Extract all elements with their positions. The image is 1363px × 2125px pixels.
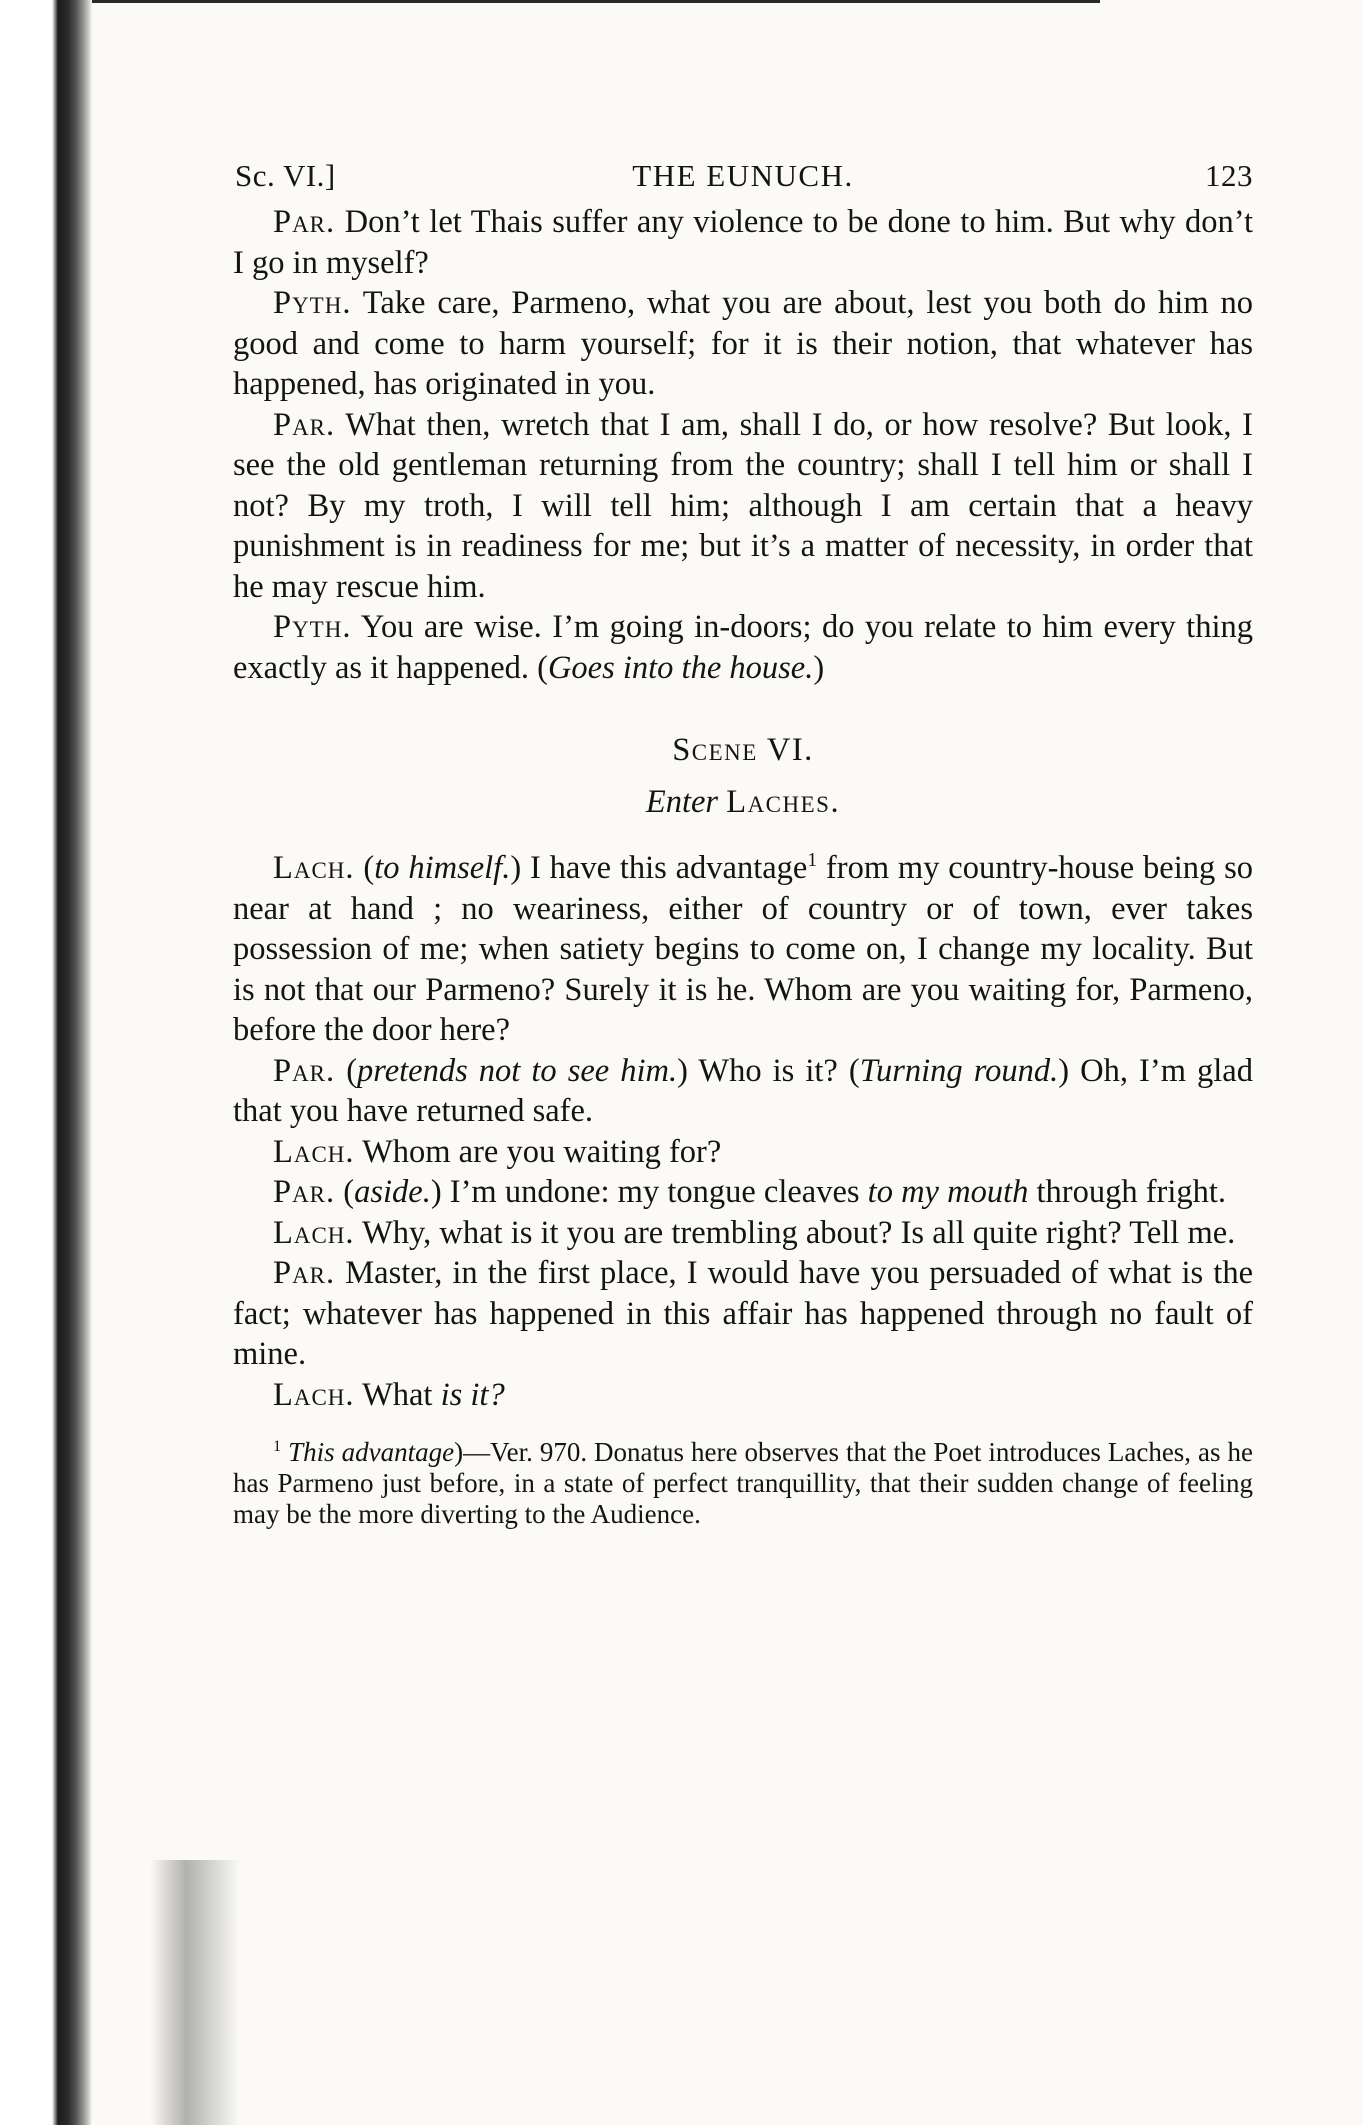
speech-text: from my country-house being so near at hand ; no weariness, either of country or of town, ever takes possession of me; when satiety begins to come on, I change my locality. But is not that our Parmeno? Surely it is he. Whom are you waiting for, Parmeno, before the door here? [233, 850, 1253, 1048]
speaker-name: Pyth. [273, 609, 352, 645]
running-head-title: THE EUNUCH. [632, 158, 854, 193]
stage-direction: Turning round. [859, 1052, 1059, 1089]
dialogue-before-scene [233, 202, 1253, 688]
speaker-name: Par. [273, 1255, 336, 1291]
speech-text: What then, wretch that I am, shall I do, or how resolve? But look, I see the old gentleman returning from the country; shall I tell him or shall I not? By my troth, I will tell him; although I am certain that a heavy punishment is in readiness for me; but it’s a matter of necessity, in order that he may rescue him. [233, 406, 1253, 605]
dialogue-paragraph [233, 1132, 1253, 1173]
speech-text: ) Oh, I’m glad that you have returned safe. [233, 1052, 1253, 1129]
footnote-marker: 1 [273, 1437, 282, 1455]
speaker-name: Pyth. [273, 285, 352, 321]
dialogue-paragraph [233, 283, 1253, 405]
speaker-name: Lach. [273, 1376, 355, 1413]
speaker-name: Par. [273, 1174, 336, 1210]
enter-character: Laches. [726, 784, 841, 820]
speech-text: Don’t let Thais suffer any violence to be done to him. But why don’t I go in myself? [233, 204, 1253, 281]
speaker-name: Lach. [273, 1214, 355, 1251]
dialogue-paragraph [233, 1375, 1253, 1416]
speaker-name: Par. [273, 204, 336, 240]
speech-text: Why, what is it you are trembling about? Is all quite right? Tell me. [354, 1214, 1236, 1251]
speech-text: Whom are you waiting for? [354, 1133, 722, 1170]
speaker-name: Lach. [273, 1133, 355, 1170]
dialogue-paragraph [233, 1051, 1253, 1132]
speech-text: ( [335, 1052, 358, 1089]
speech-text: You are wise. I’m going in-doors; do you relate to him every thing exactly as it happened. ( [233, 609, 1253, 686]
speech-text: ) I’m undone: my tongue cleaves [430, 1174, 868, 1210]
scan-top-rule [60, 0, 1100, 3]
speaker-name: Par. [273, 1052, 336, 1089]
stage-direction: to himself. [374, 850, 511, 886]
speech-text: ( [354, 850, 375, 886]
speaker-name: Lach. [273, 850, 355, 886]
scene-heading: Scene VI. [672, 732, 814, 768]
footnote [233, 1437, 1253, 1530]
dialogue-paragraph [233, 848, 1253, 1051]
speech-text: ( [335, 1174, 355, 1210]
dialogue-paragraph [233, 1172, 1253, 1213]
dialogue-paragraph [233, 1213, 1253, 1254]
speech-text: ) Who is it? ( [677, 1052, 860, 1089]
stage-direction: to my mouth [867, 1174, 1029, 1210]
speech-text: ) [813, 649, 825, 686]
dialogue-paragraph [233, 202, 1253, 283]
speech-text: Master, in the first place, I would have you persuaded of what is the fact; whatever has happened in this affair has happened through no fault of mine. [233, 1255, 1253, 1372]
scan-shadow [150, 1860, 240, 2125]
dialogue-paragraph [233, 405, 1253, 608]
stage-direction: pretends not to see him. [357, 1052, 678, 1089]
page-number: 123 [1205, 158, 1253, 193]
dialogue-scene-vi [233, 848, 1253, 1415]
stage-direction: Goes into the house. [547, 649, 814, 686]
stage-direction-enter [233, 782, 1253, 822]
speech-text: What [354, 1376, 441, 1413]
footnote-label: This advantage [288, 1437, 455, 1467]
dialogue-paragraph [233, 1253, 1253, 1375]
footnote-text: )—Ver. 970. Donatus here observes that the Poet introduces Laches, as he has Parmeno just before, in a state of perfect tranquillity, that their sudden change of feeling may be the more diverting to the Audience. [233, 1437, 1254, 1529]
book-page [233, 158, 1253, 1530]
scan-binding-edge [0, 0, 92, 2125]
speech-text: ) I have this advantage [510, 850, 808, 886]
enter-word: Enter [645, 784, 719, 820]
running-head-scene: Sc. VI.] [235, 158, 336, 193]
dialogue-paragraph [233, 607, 1253, 688]
stage-direction: aside. [354, 1174, 431, 1210]
speech-text: Take care, Parmeno, what you are about, lest you both do him no good and come to harm yourself; for it is their notion, that whatever has happened, has originated in you. [233, 285, 1253, 402]
footnote-reference: 1 [807, 850, 818, 872]
stage-direction: is it? [440, 1376, 505, 1413]
running-head [233, 158, 1253, 202]
speaker-name: Par. [273, 406, 336, 443]
speech-text: through fright. [1028, 1174, 1227, 1210]
